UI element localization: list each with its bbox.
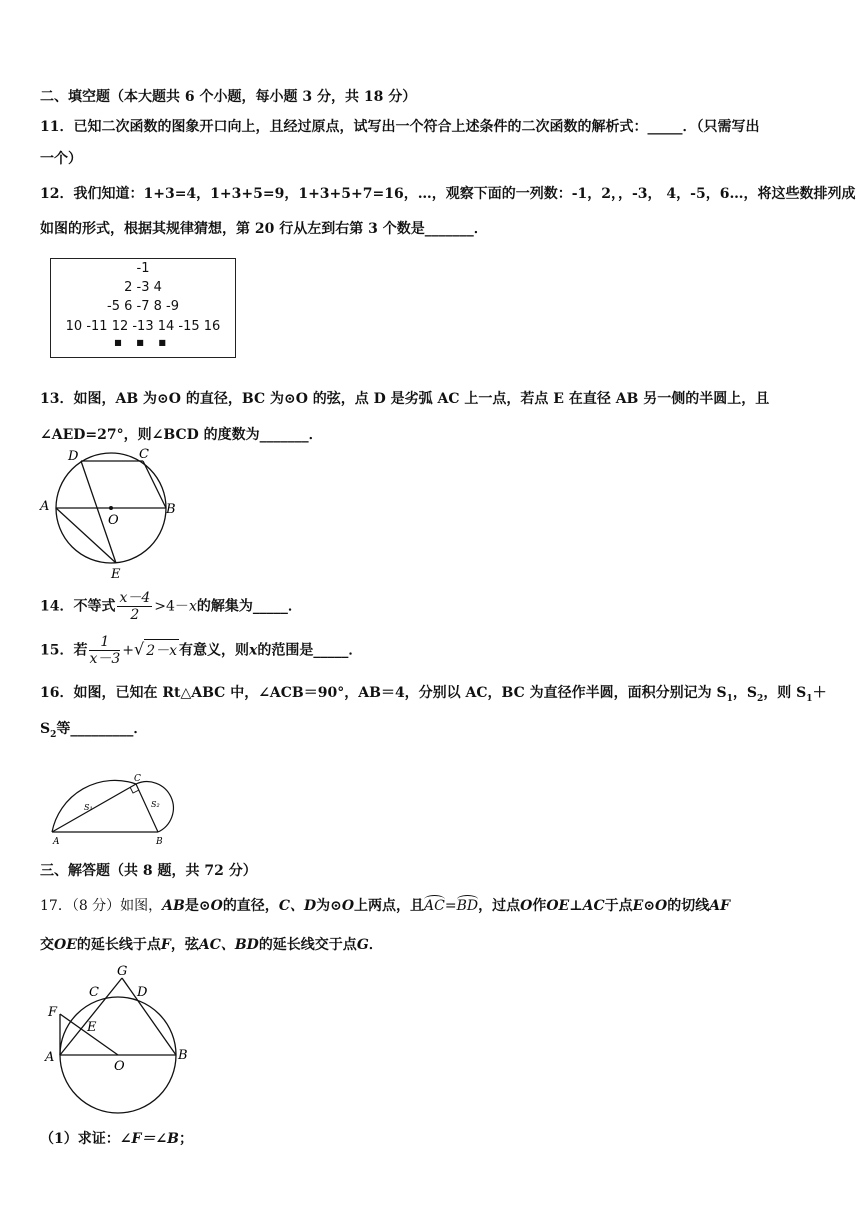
q17-label-o: O: [114, 1059, 125, 1074]
q13-line2: ∠AED=27°，则∠BCD 的度数为_______．: [40, 427, 323, 443]
q13-label-d: D: [68, 449, 79, 464]
q15-suffix: 的范围是_____．: [257, 642, 363, 659]
q15-line: [40, 634, 362, 667]
q15-plus: +: [122, 642, 135, 659]
q17-t14: 于点: [604, 898, 633, 914]
q17-t3: 是⊙: [184, 898, 211, 914]
q16-sub-3: 1: [806, 693, 813, 704]
q17-sub1-expr: ∠F＝∠B: [119, 1131, 179, 1147]
triangle-row-1: -1: [136, 261, 150, 276]
q13-label-a: A: [40, 499, 50, 514]
q17-u7: 的延长线交于点: [258, 937, 357, 953]
sqrt-icon: √: [134, 639, 145, 659]
q17-arc-ac: AC: [424, 898, 445, 914]
q17-line1: [40, 895, 730, 915]
q17-t1: 17．（8 分）如图，: [40, 898, 163, 914]
triangle-row-2: 2 -3 4: [124, 280, 162, 295]
q15-radicand: 2－x: [144, 639, 179, 660]
q16-s: S: [40, 721, 51, 737]
q17-t2: AB: [162, 898, 185, 914]
q17-label-c: C: [89, 985, 99, 1000]
q14-denominator: 2: [130, 607, 140, 623]
q16-label-b: B: [156, 837, 163, 847]
q12-line2: 如图的形式，根据其规律猜想，第 20 行从左到右第 3 个数是_______．: [40, 221, 488, 237]
q13-circle-figure: [38, 444, 188, 584]
q17-t5: 的直径，: [222, 898, 279, 914]
q17-label-b: B: [178, 1048, 188, 1063]
q17-line-bg: [122, 978, 176, 1055]
q16-line2: [40, 718, 147, 740]
q17-sub1-label: （1）求证：: [40, 1131, 120, 1147]
q13-label-o: O: [108, 513, 119, 528]
q13-center-dot: [109, 506, 113, 510]
q17-label-d: D: [137, 985, 148, 1000]
q14-suffix: 的解集为_____．: [196, 598, 302, 615]
q17-t7: 为⊙: [316, 898, 342, 914]
q16-label-c: C: [134, 774, 141, 784]
q13-line1: 13．如图，AB 为⊙O 的直径，BC 为⊙O 的弦，点 D 是劣弧 AC 上一点，若点 E 在直径 AB 另一侧的半圆上，且: [40, 391, 770, 407]
triangle-row-3: -5 6 -7 8 -9: [107, 299, 179, 314]
q17-t4: O: [210, 898, 223, 914]
q15-denominator: x－3: [89, 651, 121, 667]
q11-line2: 一个）: [40, 151, 82, 167]
q15-numerator: 1: [89, 634, 120, 651]
q17-t12: 作: [532, 898, 547, 914]
q14-fraction: [117, 590, 152, 623]
q17-t18: 的切线: [667, 898, 710, 914]
q17-u9: ．: [368, 937, 383, 953]
q17-arc-bd: BD: [456, 898, 479, 914]
q14-line: [40, 590, 302, 623]
triangle-row-4: 10 -11 12 -13 14 -15 16: [65, 319, 221, 334]
q16-sub-4: 2: [50, 729, 57, 740]
q17-label-a: A: [45, 1050, 55, 1065]
q17-u4: F: [160, 937, 171, 953]
q16-label-s1: S₁: [84, 803, 93, 812]
q16-text-c: ，则 S: [763, 685, 807, 701]
q16-text-d: 等_________．: [56, 721, 148, 737]
q17-t19: AF: [709, 898, 731, 914]
triangle-row-ellipsis: ■ ■ ■: [114, 338, 172, 347]
q13-label-b: B: [166, 502, 176, 517]
q17-u5: ，弦: [170, 937, 199, 953]
q17-t11: O: [520, 898, 533, 914]
q11-line1: 11．已知二次函数的图象开口向上，且经过原点，试写出一个符合上述条件的二次函数的解析式：_____．（只需写出: [40, 119, 760, 135]
q14-prefix: 14．不等式: [40, 598, 116, 615]
q14-middle: >4－: [154, 598, 189, 615]
q17-t16: ⊙: [643, 898, 656, 914]
section2-heading: 二、填空题（本大题共 6 个小题，每小题 3 分，共 18 分）: [40, 89, 417, 105]
q17-circle-figure: [40, 958, 200, 1118]
q16-label-a: A: [53, 837, 60, 847]
q17-t13: OE⊥AC: [546, 898, 605, 914]
q15-fraction: [89, 634, 120, 667]
q16-side-ac: [52, 784, 136, 832]
q13-label-c: C: [139, 447, 149, 462]
q16-sub-1: 1: [726, 693, 733, 704]
q17-sub1-end: ；: [178, 1131, 193, 1147]
q17-t15: E: [632, 898, 644, 914]
q15-prefix: 15．若: [40, 642, 88, 659]
q15-mid: 有意义，则: [179, 642, 250, 659]
q17-t17: O: [655, 898, 668, 914]
q16-text-a: 16．如图，已知在 Rt△ABC 中，∠ACB＝90°，AB＝4，分别以 AC，BC 为直径作半圆，面积分别记为 S: [40, 685, 727, 701]
q16-label-s2: S₂: [151, 800, 160, 809]
q17-eq: =: [444, 898, 457, 914]
q16-line1: [40, 682, 827, 704]
q17-label-f: F: [48, 1005, 58, 1020]
q17-t10: ，过点: [478, 898, 521, 914]
q13-label-e: E: [111, 567, 121, 582]
number-triangle-figure: [50, 258, 236, 358]
q17-label-e: E: [87, 1020, 97, 1035]
q14-var: x: [188, 598, 197, 615]
q17-u2: OE: [54, 937, 77, 953]
q17-u8: G: [356, 937, 369, 953]
q17-u3: 的延长线于点: [76, 937, 161, 953]
q16-plus: ＋: [812, 685, 827, 701]
q14-numerator: x－4: [119, 590, 151, 606]
q17-label-g: G: [117, 964, 128, 979]
q15-var: x: [249, 642, 258, 659]
q17-t9: 上两点，且: [354, 898, 425, 914]
q16-semicircle-figure: [44, 760, 184, 848]
section3-heading: 三、解答题（共 8 题，共 72 分）: [40, 863, 257, 879]
q17-u6: AC、BD: [198, 937, 259, 953]
q17-line2: [40, 934, 383, 954]
q17-sub1: [40, 1128, 193, 1148]
q17-t6: C、D: [278, 898, 317, 914]
q13-chord-bc: [143, 461, 166, 508]
q17-t8: O: [341, 898, 355, 914]
q16-text-b: ，S: [732, 685, 758, 701]
q12-line1: 12．我们知道：1+3=4，1+3+5=9，1+3+5+7=16，…，观察下面的一列数：-1，2，，-3， 4，-5，6…，将这些数排列成: [40, 186, 856, 202]
q16-sub-2: 2: [757, 693, 764, 704]
q17-u1: 交: [40, 937, 54, 953]
